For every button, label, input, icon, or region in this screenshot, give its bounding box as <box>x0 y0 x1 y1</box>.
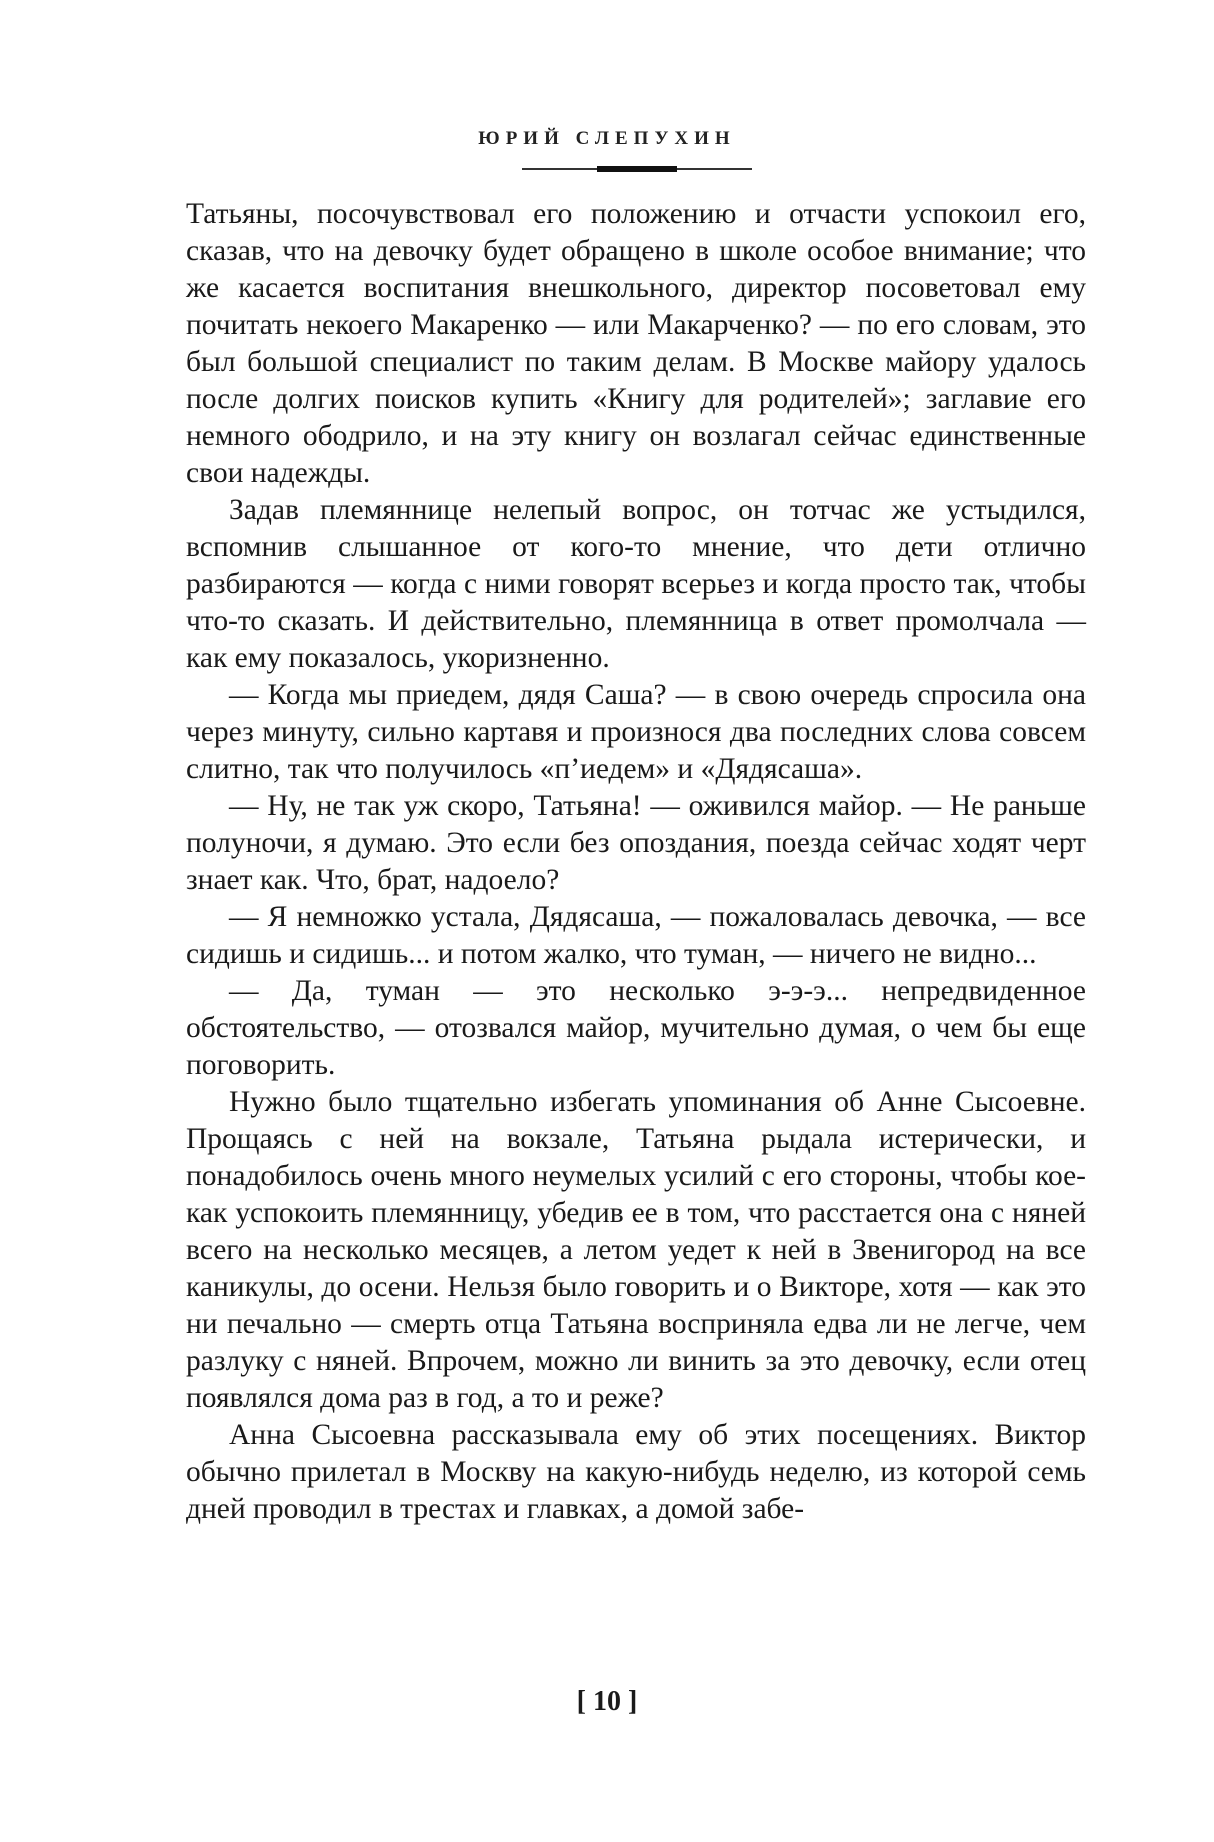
page-number: [ 10 ] <box>576 1686 638 1717</box>
running-head-author: ЮРИЙ СЛЕПУХИН <box>478 128 736 149</box>
paragraph: Задав племяннице нелепый вопрос, он тотчас же устыдился, вспомнив слышанное от кого-то мнение, что дети отлично разбираются — когда с ними говорят всерьез и когда просто так, чтобы что-то сказать. И действительно, племянница в ответ промолчала — как ему показалось, укоризненно. <box>186 494 1086 674</box>
header-rule-accent <box>597 166 677 172</box>
paragraph: Татьяны, посочувствовал его положению и отчасти успокоил его, сказав, что на девочку будет обращено в школе особое внимание; что же касается воспитания внешкольного, директор посоветовал ему почитать некоего Макаренко — или Макарченко? — по его словам, это был большой специалист по таким делам. В Москве майору удалось после долгих поисков купить «Книгу для родителей»; заглавие его немного ободрило, и на эту книгу он возлагал сейчас единственные свои надежды. <box>186 198 1086 489</box>
dialogue-paragraph: — Да, туман — это несколько э-э-э... непредвиденное обстоятельство, — отозвался майор, мучительно думая, о чем бы еще поговорить. <box>186 975 1086 1081</box>
dialogue-paragraph: — Ну, не так уж скоро, Татьяна! — оживился майор. — Не раньше полуночи, я думаю. Это если без опоздания, поезда сейчас ходят черт знает как. Что, брат, надоело? <box>186 790 1086 896</box>
dialogue-paragraph: — Когда мы приедем, дядя Саша? — в свою очередь спросила она через минуту, сильно картавя и произнося два последних слова совсем слитно, так что получилось «п’иедем» и «Дядясаша». <box>186 679 1086 785</box>
dialogue-paragraph: — Я немножко устала, Дядясаша, — пожаловалась девочка, — все сидишь и сидишь... и потом жалко, что туман, — ничего не видно... <box>186 901 1086 970</box>
body-text <box>186 196 1086 1528</box>
paragraph: Анна Сысоевна рассказывала ему об этих посещениях. Виктор обычно прилетал в Москву на какую-нибудь неделю, из которой семь дней проводил в трестах и главках, а домой забе- <box>186 1419 1086 1525</box>
paragraph: Нужно было тщательно избегать упоминания об Анне Сысоевне. Прощаясь с ней на вокзале, Татьяна рыдала истерически, и понадобилось очень много неумелых усилий с его стороны, чтобы кое-как успокоить племянницу, убедив ее в том, что расстается она с няней всего на несколько месяцев, а летом уедет к ней в Звенигород на все каникулы, до осени. Нельзя было говорить и о Викторе, хотя — как это ни печально — смерть отца Татьяна восприняла едва ли не легче, чем разлуку с няней. Впрочем, можно ли винить за это девочку, если отец появлялся дома раз в год, а то и реже? <box>186 1086 1086 1414</box>
